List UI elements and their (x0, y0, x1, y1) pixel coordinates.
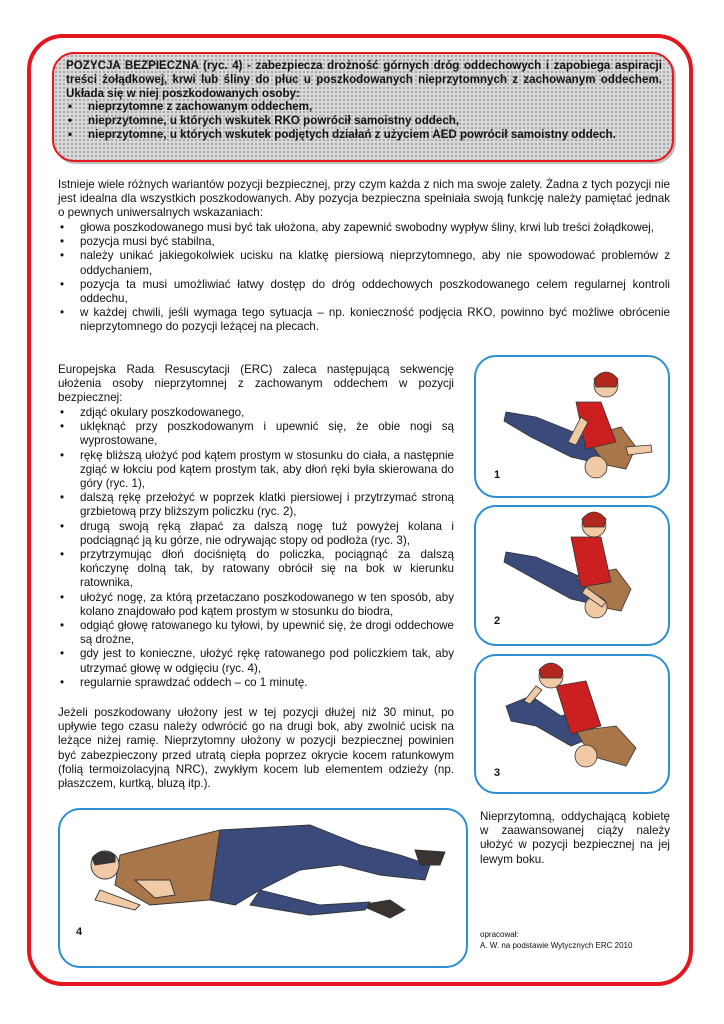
intro-list-item: • w każdej chwili, jeśli wymaga tego sytuacja – np. konieczność podjęcia RKO, powinno być możliwe obrócenie nieprzytomnego do pozycji leżącej na plecach. (58, 306, 670, 334)
figure-1-number: 1 (494, 469, 501, 481)
erc-step: • zdjąć okulary poszkodowanego, (58, 406, 454, 420)
figure-3-illustration (476, 656, 670, 794)
figure-2-illustration (476, 507, 670, 646)
figure-4-illustration (60, 810, 468, 968)
erc-step: • drugą swoją ręką złapać za dalszą nogę tuż powyżej kolana i podciągnąć ją ku górze, nie odrywając stopy od podłoża (ryc. 3), (58, 520, 454, 548)
erc-paragraph: Europejska Rada Resuscytacji (ERC) zaleca następującą sekwencję ułożenia osoby nieprzytomnej z zachowanym oddechem w pozycji bezpiecznej: (58, 363, 454, 405)
figure-4-panel (58, 808, 468, 968)
intro-box-item: • nieprzytomne, u których wskutek podjętych działań z użyciem AED powrócił samoistny oddech. (88, 128, 662, 142)
figure-3-number: 3 (494, 767, 501, 779)
intro-box-item: • nieprzytomne z zachowanym oddechem, (88, 100, 662, 114)
erc-steps-list (58, 406, 454, 690)
intro-box-item: • nieprzytomne, u których wskutek RKO powrócił samoistny oddech, (88, 114, 662, 128)
figure-2-panel (474, 505, 670, 646)
pregnant-note: Nieprzytomną, oddychającą kobietę w zaawansowanej ciąży należy ułożyć w pozycji bezpiecznej na jej lewym boku. (480, 810, 670, 866)
closing-paragraph: Jeżeli poszkodowany ułożony jest w tej pozycji dłużej niż 30 minut, po upływie tego czasu należy odwrócić go na drugi bok, aby zwolnić ucisk na leżące niżej ramię. Nieprzytomny ułożony w pozycji bezpiecznej powinien być zabezpieczony przed utratą ciepła poprzez okrycie kocem ratunkowym (folią termoizolacyjną NRC), zwykłym kocem lub elementem odzieży (np. płaszczem, kurtką, bluzą itp.). (58, 706, 454, 791)
erc-step: • ułożyć nogę, za którą przetaczano poszkodowanego w ten sposób, aby kolano znajdowało pod kątem prostym w stosunku do biodra, (58, 591, 454, 619)
erc-step: • odgiąć głowę ratowanego ku tyłowi, by upewnić się, że drogi oddechowe są drożne, (58, 619, 454, 647)
intro-list-item: • należy unikać jakiegokolwiek ucisku na klatkę piersiową nieprzytomnego, aby nie spowodować problemów z oddychaniem, (58, 249, 670, 277)
erc-step: • rękę bliższą ułożyć pod kątem prostym w stosunku do ciała, a następnie zgiąć w łokciu pod kątem prostym tak, aby dłoń ręki była skierowana do góry (ryc. 1), (58, 449, 454, 492)
intro-list (58, 221, 670, 335)
figure-1-panel (474, 355, 670, 498)
figure-1-illustration (476, 357, 670, 498)
intro-list-item: • głowa poszkodowanego musi być tak ułożona, aby zapewnić swobodny wypływ śliny, krwi lub treści żołądkowej, (58, 221, 670, 235)
erc-step: • uklęknąć przy poszkodowanym i upewnić się, że obie nogi są wyprostowane, (58, 420, 454, 448)
figure-2-number: 2 (494, 615, 501, 627)
figure-3-panel (474, 654, 670, 794)
erc-step: • dalszą rękę przełożyć w poprzek klatki piersiowej i przytrzymać stroną grzbietową przy bliższym policzku (ryc. 2), (58, 491, 454, 519)
erc-step: • gdy jest to konieczne, ułożyć rękę ratowanego pod policzkiem tak, aby utrzymać głowę w odgięciu (ryc. 4), (58, 647, 454, 675)
figure-4-number: 4 (76, 926, 83, 938)
intro-box-text: POZYCJA BEZPIECZNA (ryc. 4) - zabezpiecza drożność górnych dróg oddechowych i zapobiega aspiracji treści żołądkowej, krwi lub śliny do płuc u poszkodowanych nieprzytomnych z zachowanym oddechem. Układa się w niej poszkodowanych osoby: (66, 59, 662, 100)
intro-paragraph: Istnieje wiele różnych wariantów pozycji bezpiecznej, przy czym każda z nich ma swoje zalety. Żadna z tych pozycji nie jest idealna dla wszystkich poszkodowanych. Aby pozycja bezpieczna spełniała swoją funkcję należy pamiętać jednak o pewnych uniwersalnych wskazaniach: (58, 178, 670, 220)
intro-box-list (66, 100, 662, 141)
erc-step: • regularnie sprawdzać oddech – co 1 minutę. (58, 676, 454, 690)
erc-step: • przytrzymując dłoń dociśniętą do policzka, pociągnąć za dalszą kończynę dolną tak, by ratowany obrócił się na bok w kierunku ratownika, (58, 548, 454, 591)
intro-box (52, 52, 674, 162)
intro-list-item: • pozycja musi być stabilna, (58, 235, 670, 249)
footer-label: opracował: (480, 930, 519, 939)
intro-list-item: • pozycja ta musi umożliwiać łatwy dostęp do dróg oddechowych poszkodowanego celem regularnej kontroli oddechu, (58, 278, 670, 306)
footer-author: A. W. na podstawie Wytycznych ERC 2010 (480, 941, 633, 950)
